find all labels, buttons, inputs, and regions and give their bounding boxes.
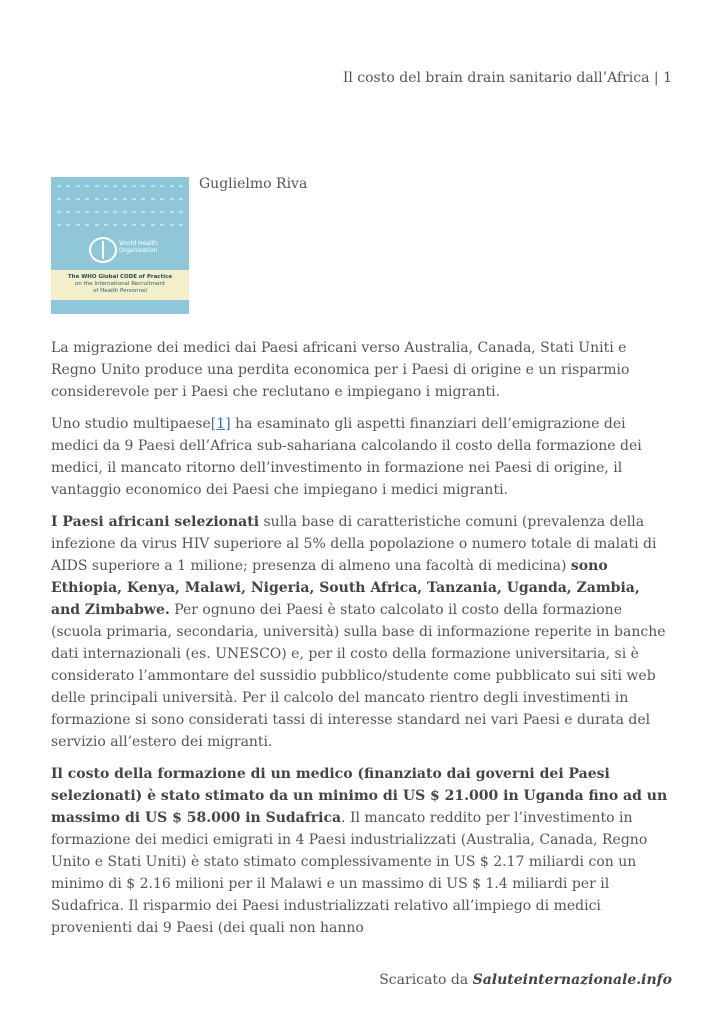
author-name: Guglielmo Riva (199, 176, 308, 192)
cover-dot-pattern (57, 181, 183, 233)
page-footer: Scaricato da Saluteinternazionale.info (379, 972, 672, 988)
cover-title-band: The WHO Global CODE of Practice on the International Recruitment of Health Personnel (51, 270, 189, 300)
footnote-link[interactable]: [1] (210, 416, 231, 432)
paragraph-costs: Il costo della formazione di un medico (finanziato dai governi dei Paesi selezionati) è stato stimato da un minimo di US $ 21.000 in Uganda fino ad un massimo di US $ 58.000 in Sudafrica. Il mancato reddito per l’investimento in formazione dei medici emigrati in 4 Paesi industrializzati (Australia, Canada, Regno Unito e Stati Uniti) è stato stimato complessivamente in US $ 2.17 miliardi con un minimo di $ 2.16 milioni per il Malawi e un massimo di US $ 1.4 miliardi per il Sudafrica. Il risparmio dei Paesi industrializzati relativo all’impiego di medici provenienti dai 9 Paesi (dei quali non hanno (51, 766, 668, 936)
cover-image (51, 177, 189, 314)
paragraph-intro: La migrazione dei medici dai Paesi africani verso Australia, Canada, Stati Uniti e Regno Unito produce una perdita economica per i Paesi di origine e un risparmio considerevole per i Paesi che reclutano e impiegano i migranti. (51, 340, 630, 400)
running-header: Il costo del brain drain sanitario dall’Africa | 1 (342, 70, 672, 86)
cover-org-name: World Health Organization (119, 240, 158, 254)
footer-site-link[interactable]: Saluteinternazionale.info (472, 972, 672, 988)
who-emblem-icon (89, 237, 117, 263)
article-body (51, 337, 673, 949)
paragraph-countries: I Paesi africani selezionati sulla base di caratteristiche comuni (prevalenza della infezione da virus HIV superiore al 5% della popolazione o numero totale di malati di AIDS superiore a 1 milione; presenza di almeno una facoltà di medicina) sono Ethiopia, Kenya, Malawi, Nigeria, South Africa, Tanzania, Uganda, Zambia, and Zimbabwe. Per ognuno dei Paesi è stato calcolato il costo della formazione (scuola primaria, secondaria, università) sulla base di informazione reperite in banche dati internazionali (es. UNESCO) e, per il costo della formazione universitaria, si è considerato l’ammontare del sussidio pubblico/studente come pubblicato sui siti web delle principali università. Per il calcolo del mancato rientro degli investimenti in formazione si sono considerati tassi di interesse standard nei vari Paesi e durata del servizio all’estero dei migranti. (51, 514, 666, 750)
paragraph-study: Uno studio multipaese[1] ha esaminato gli aspetti finanziari dell’emigrazione dei medici da 9 Paesi dell’Africa sub-sahariana calcolando il costo della formazione dei medici, il mancato ritorno dell’investimento in formazione nei Paesi di origine, il vantaggio economico dei Paesi che impiegano i medici migranti. (51, 416, 642, 498)
